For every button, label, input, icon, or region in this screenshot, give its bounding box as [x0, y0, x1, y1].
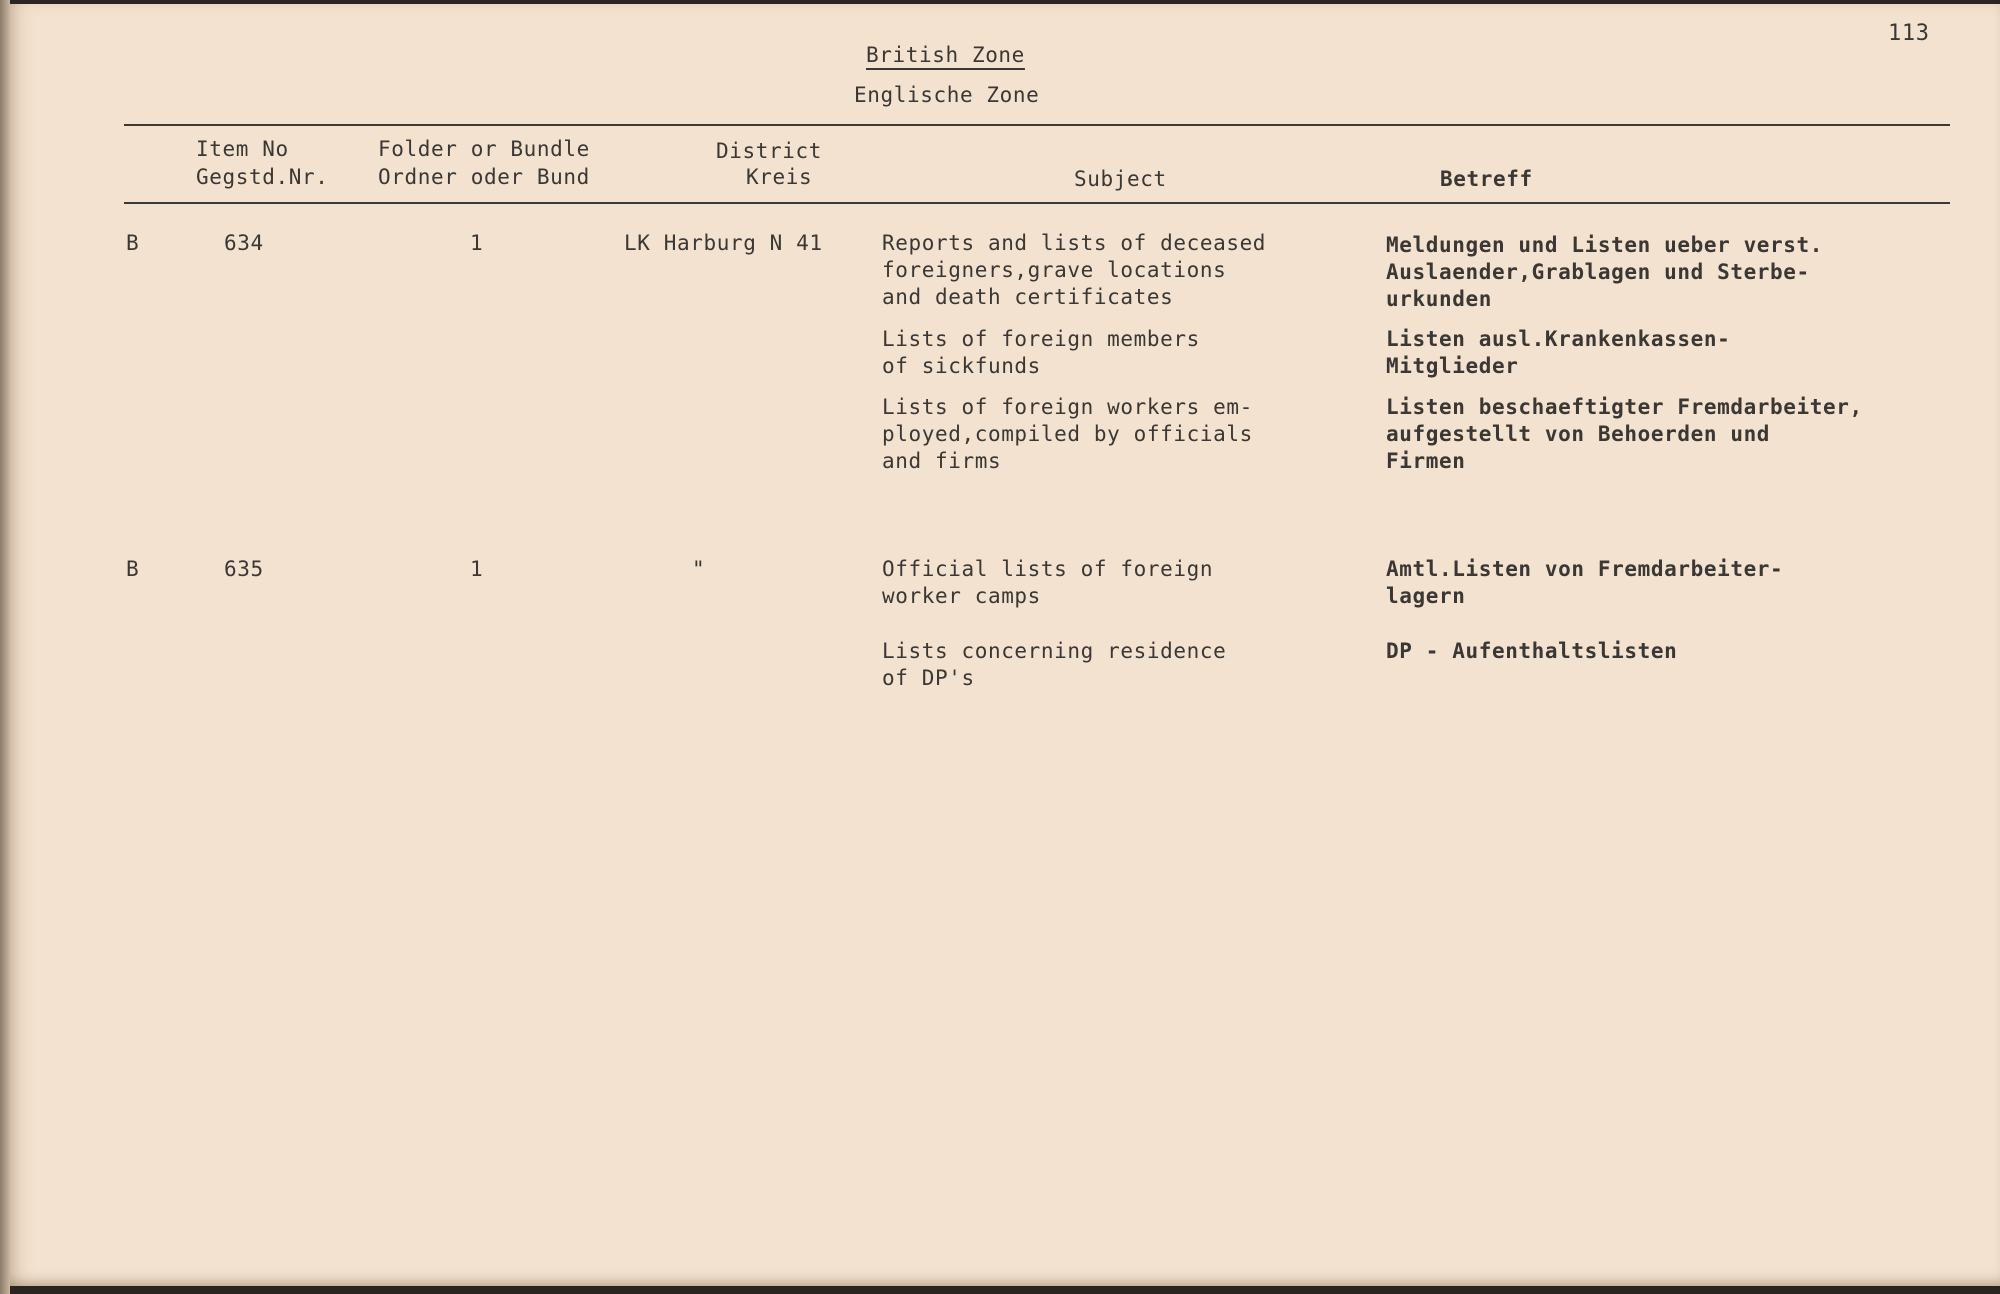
- col-header-district-de: Kreis: [746, 165, 813, 189]
- row-prefix: B: [126, 557, 140, 581]
- subject-line: Official lists of foreign: [882, 557, 1214, 581]
- subject-line: and firms: [882, 449, 1002, 473]
- row-folder: 1: [470, 231, 484, 255]
- subject-line: and death certificates: [882, 285, 1174, 309]
- betreff-line: Auslaender,Grablagen und Sterbe-: [1386, 260, 1810, 284]
- header-rule-bottom: [124, 202, 1950, 204]
- subject-line: Lists of foreign workers em-: [882, 395, 1253, 419]
- subject-line: worker camps: [882, 584, 1041, 608]
- betreff-line: DP - Aufenthaltslisten: [1386, 639, 1678, 663]
- row-folder: 1: [470, 557, 484, 581]
- book-spine: [0, 0, 10, 1294]
- page-number: 113: [1888, 21, 1930, 46]
- col-header-subject: Subject: [1074, 167, 1167, 191]
- col-header-folder: Folder or Bundle: [378, 137, 590, 161]
- col-header-item-no-de: Gegstd.Nr.: [196, 165, 329, 189]
- col-header-betreff: Betreff: [1440, 167, 1533, 191]
- row-item-no: 635: [224, 557, 264, 581]
- betreff-line: Firmen: [1386, 449, 1466, 473]
- betreff-line: Mitglieder: [1386, 354, 1519, 378]
- row-prefix: B: [126, 231, 140, 255]
- betreff-line: Listen beschaeftigter Fremdarbeiter,: [1386, 395, 1863, 419]
- betreff-line: urkunden: [1386, 287, 1492, 311]
- subject-line: ployed,compiled by officials: [882, 422, 1253, 446]
- header-rule-top: [124, 124, 1950, 126]
- col-header-folder-de: Ordner oder Bund: [378, 165, 590, 189]
- col-header-district: District: [716, 139, 822, 163]
- subject-line: Lists of foreign members: [882, 327, 1200, 351]
- row-item-no: 634: [224, 231, 264, 255]
- betreff-line: Listen ausl.Krankenkassen-: [1386, 327, 1731, 351]
- row-district: ": [692, 557, 706, 581]
- document-page: [10, 4, 2000, 1286]
- subject-line: Lists concerning residence: [882, 639, 1227, 663]
- subject-line: of DP's: [882, 666, 975, 690]
- col-header-item-no: Item No: [196, 137, 289, 161]
- betreff-line: Amtl.Listen von Fremdarbeiter-: [1386, 557, 1784, 581]
- subject-line: Reports and lists of deceased: [882, 231, 1267, 255]
- row-district: LK Harburg N 41: [624, 231, 823, 255]
- subject-line: foreigners,grave locations: [882, 258, 1227, 282]
- page-subtitle: Englische Zone: [854, 83, 1040, 107]
- subject-line: of sickfunds: [882, 354, 1041, 378]
- page-title: British Zone: [866, 43, 1025, 67]
- betreff-line: aufgestellt von Behoerden und: [1386, 422, 1771, 446]
- betreff-line: Meldungen und Listen ueber verst.: [1386, 233, 1824, 257]
- betreff-line: lagern: [1386, 584, 1466, 608]
